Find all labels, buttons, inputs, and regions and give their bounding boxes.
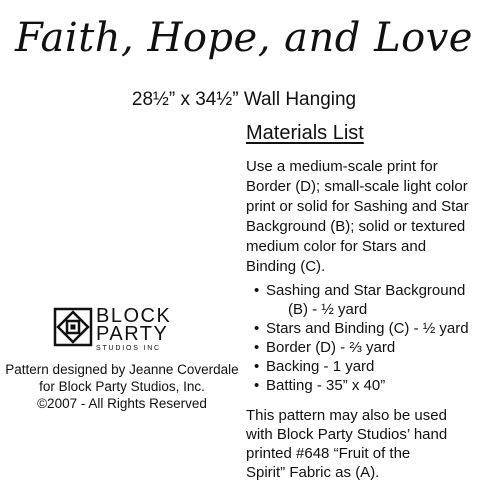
- intro-line: Border (D); small-scale light color: [246, 178, 468, 195]
- item-label: Stars and Binding (C) - ½ yard: [266, 320, 469, 337]
- list-item: [254, 281, 486, 319]
- logo-word-studios: STUDIOS INC: [96, 345, 161, 352]
- materials-intro: [246, 157, 486, 277]
- credit-line: Pattern designed by Jeanne Coverdale: [5, 362, 239, 377]
- intro-line: Use a medium-scale print for: [246, 158, 438, 175]
- item-amount: (B) - ½ yard: [288, 301, 368, 318]
- item-label: Sashing and Star Background: [266, 282, 466, 299]
- pattern-size: 28½” x 34½” Wall Hanging: [131, 89, 357, 110]
- intro-line: print or solid for Sashing and Star: [246, 198, 469, 215]
- intro-line: Binding (C).: [246, 258, 326, 275]
- quilt-block-icon: [53, 307, 93, 347]
- materials-heading: Materials List: [246, 122, 364, 144]
- item-label: Border (D) - ⅔ yard: [266, 339, 396, 356]
- list-item: [254, 376, 486, 395]
- note-line: This pattern may also be used: [246, 407, 447, 424]
- item-label: Backing - 1 yard: [266, 358, 375, 375]
- note-line: printed #648 “Fruit of the: [246, 445, 411, 462]
- copyright: ©2007 - All Rights Reserved: [37, 396, 207, 411]
- note-line: Spirit” Fabric as (A).: [246, 464, 380, 481]
- logo-word-party: PARTY: [96, 323, 169, 345]
- credit-line: for Block Party Studios, Inc.: [39, 379, 205, 394]
- intro-line: Background (B); solid or textured: [246, 218, 466, 235]
- item-label: Batting - 35” x 40”: [266, 377, 386, 394]
- pattern-title: Faith, Hope, and Love: [15, 15, 473, 61]
- list-item: [254, 338, 486, 357]
- fabric-note: [246, 406, 486, 482]
- logo-word-block: BLOCK: [96, 305, 172, 327]
- list-item: [254, 319, 486, 338]
- note-line: with Block Party Studios’ hand: [246, 426, 448, 443]
- block-party-logo: [53, 305, 193, 355]
- list-item: [254, 357, 486, 376]
- materials-list: [254, 281, 486, 395]
- designer-credit: [0, 361, 244, 412]
- intro-line: medium color for Stars and: [246, 238, 427, 255]
